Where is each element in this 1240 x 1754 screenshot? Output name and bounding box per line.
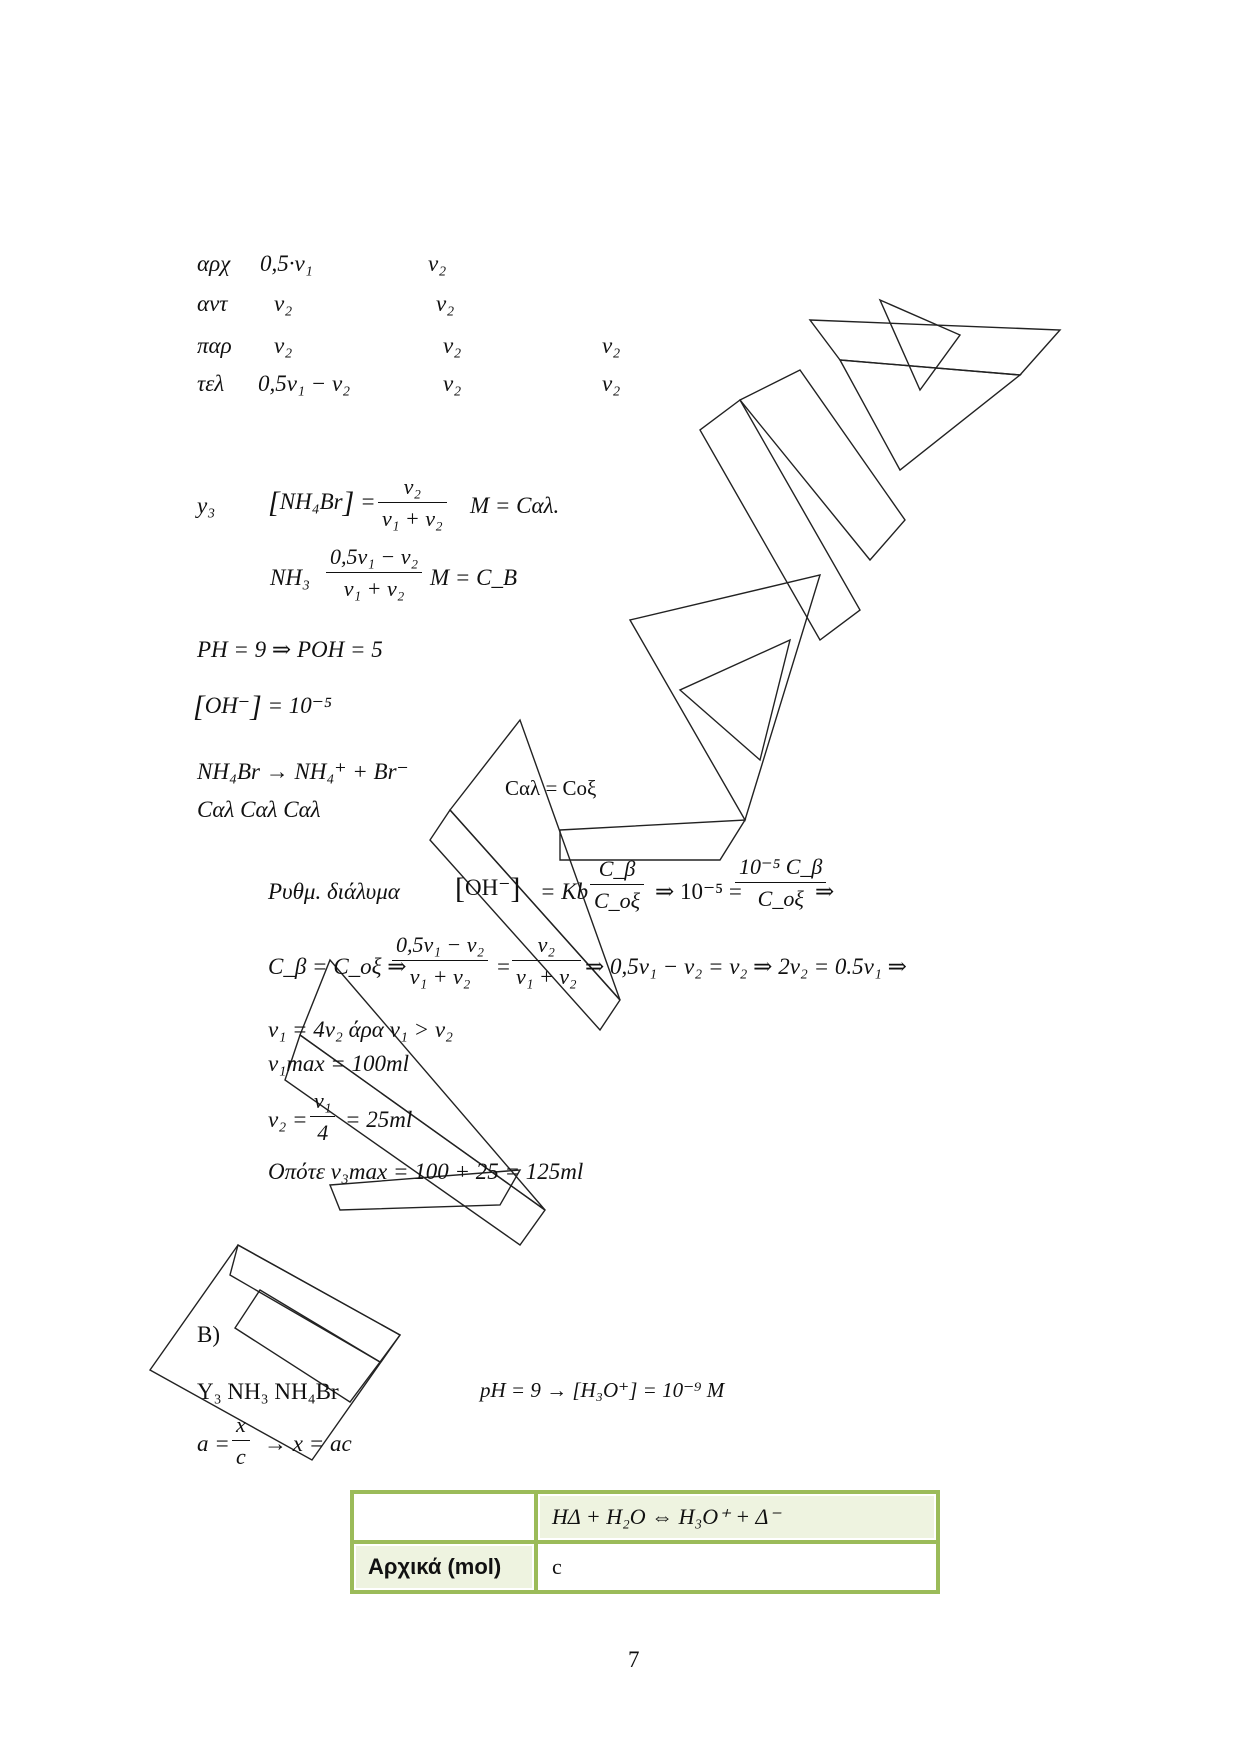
stoich-label-final: τελ: [197, 371, 225, 396]
salt-fraction: [378, 476, 447, 530]
buffer-kb: = Kb: [540, 879, 589, 904]
result-v2-fraction: [310, 1090, 335, 1144]
salt-fraction-den: v₁ + v₂: [382, 506, 443, 531]
buffer-arrow: ⇒: [815, 879, 835, 904]
buffer-mid: ⇒ 10⁻⁵ =: [655, 879, 742, 904]
concentration-equality: Cαλ = Cοξ: [505, 776, 597, 800]
salt-formula: NH₄Br: [279, 489, 343, 514]
stoich-initial-c1: 0,5·v₁: [260, 251, 313, 276]
stoich-produce-c3: v₂: [602, 333, 621, 358]
reaction-table-row-value: c: [538, 1544, 936, 1590]
oh-value: = 10⁻⁵: [267, 693, 332, 718]
stoich-react-c2: v₂: [436, 291, 455, 316]
stoich-label-initial: αρχ: [197, 251, 231, 276]
alpha-den: c: [236, 1444, 246, 1469]
result-v2-lhs: v₂ =: [268, 1107, 308, 1132]
base-concentration-rhs: M = C_B: [430, 565, 518, 590]
dissociation-equation: NH₄Br → NH₄⁺ + Br⁻: [197, 759, 409, 784]
equality-fraction-1-den: v₁ + v₂: [409, 964, 471, 989]
buffer-fraction-2-den: C_οξ: [757, 886, 804, 911]
alpha-fraction: [232, 1414, 250, 1468]
base-formula: NH₃: [270, 565, 310, 590]
base-fraction-num: 0,5v₁ − v₂: [326, 546, 422, 573]
equality-lhs: C_β = C_οξ ⇒: [268, 954, 407, 979]
part-b-species: Y₃ NH₃ NH₄Br: [197, 1379, 339, 1404]
buffer-fraction-2-num: 10⁻⁵ C_β: [735, 856, 826, 883]
reaction-table: [350, 1490, 940, 1594]
stoich-initial-c2: v₂: [428, 251, 447, 276]
oh-line: [OH⁻] = 10⁻⁵: [193, 690, 332, 723]
salt-concentration-rhs: M = Cαλ.: [470, 493, 560, 518]
buffer-fraction-1-num: C_β: [590, 858, 644, 885]
oh-symbol: OH⁻: [204, 693, 251, 718]
salt-fraction-num: v₂: [378, 476, 447, 503]
y3-label: y₃: [197, 493, 216, 518]
equality-fraction-2-den: v₁ + v₂: [516, 964, 577, 989]
stoich-produce-c1: v₂: [274, 333, 293, 358]
reaction-table-header-row: [354, 1494, 936, 1540]
result-v2-rhs: = 25ml: [345, 1107, 413, 1132]
stoich-final-c3: v₂: [602, 371, 621, 396]
equality-fraction-2-num: v₂: [512, 934, 581, 961]
part-b-heading: B): [197, 1322, 220, 1347]
stoich-label-react: αντ: [197, 291, 228, 316]
stoich-final-c2: v₂: [443, 371, 462, 396]
buffer-oh: [OH⁻]: [455, 872, 521, 905]
equality-eq: =: [497, 954, 510, 979]
equality-fraction-2: [512, 934, 581, 988]
reaction-table-row: [354, 1544, 936, 1590]
alpha-rhs: → x = ac: [264, 1431, 352, 1456]
equality-fraction-1-num: 0,5v₁ − v₂: [392, 934, 488, 961]
alpha-lhs: a =: [197, 1431, 230, 1456]
result-v2-den: 4: [317, 1120, 329, 1145]
stoich-label-produce: παρ: [197, 333, 232, 358]
part-b-ph: pH = 9 → [H₃O⁺] = 10⁻⁹ M: [480, 1378, 725, 1402]
stoich-react-c1: v₂: [274, 291, 293, 316]
base-fraction: [326, 546, 422, 600]
result-v3max: Οπότε v₃max = 100 + 25 = 125ml: [268, 1159, 584, 1184]
salt-concentration-lhs: [NH₄Br] =: [268, 486, 376, 519]
stoich-produce-c2: v₂: [443, 333, 462, 358]
equality-fraction-1: [392, 934, 488, 988]
buffer-label: Ρυθμ. διάλυμα: [268, 879, 400, 904]
base-fraction-den: v₁ + v₂: [343, 576, 405, 601]
buffer-fraction-2: [735, 856, 826, 910]
reaction-table-corner: [354, 1494, 534, 1540]
page-number: 7: [628, 1647, 640, 1672]
buffer-fraction-1: [590, 858, 644, 912]
alpha-num: x: [232, 1414, 250, 1441]
equality-rhs: ⇒ 0,5v₁ − v₂ = v₂ ⇒ 2v₂ = 0.5v₁ ⇒: [585, 954, 907, 979]
stoich-final-c1: 0,5v₁ − v₂: [258, 371, 351, 396]
reaction-table-equation: HΔ + H₂O ⇔ H₃O⁺ + Δ⁻: [538, 1494, 936, 1540]
buffer-oh-symbol: OH⁻: [465, 875, 511, 900]
result-ratio: v₁ = 4v₂ άρα v₁ > v₂: [268, 1017, 454, 1042]
reaction-table-row-label: Αρχικά (mol): [354, 1544, 534, 1590]
result-v1max: v₁max = 100ml: [268, 1051, 410, 1076]
ph-line: PH = 9 ⇒ POH = 5: [197, 637, 383, 662]
result-v2-num: v₁: [310, 1090, 335, 1117]
dissociation-concentrations: Cαλ Cαλ Cαλ: [197, 797, 321, 822]
buffer-fraction-1-den: C_οξ: [594, 888, 641, 913]
